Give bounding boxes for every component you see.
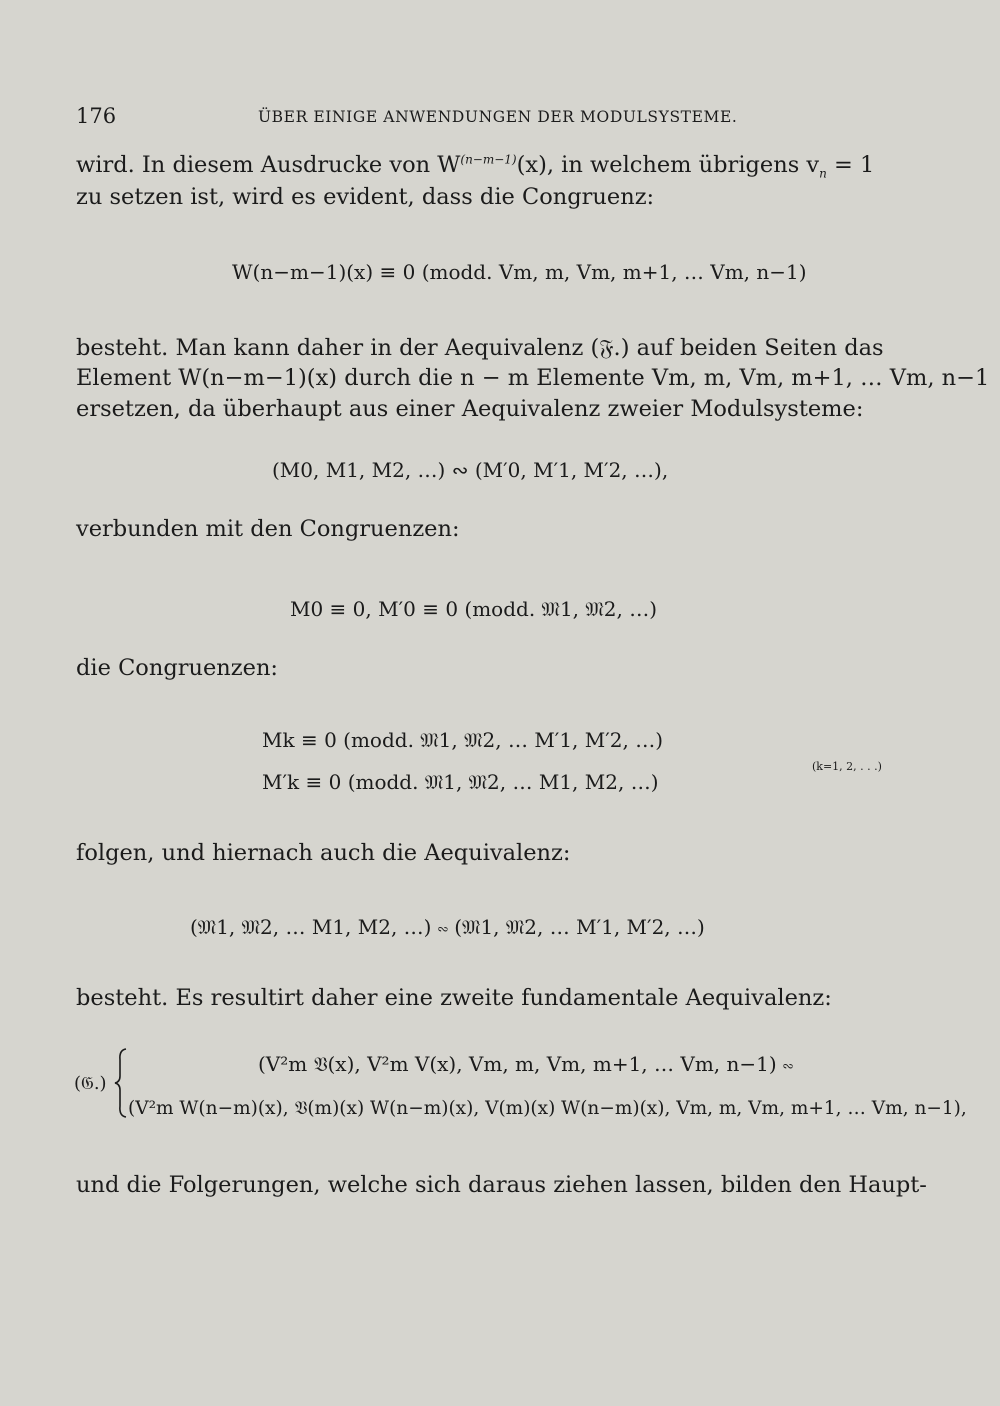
text-line-1c: = 1	[834, 152, 875, 178]
text-line-1a: wird. In diesem Ausdrucke von W	[76, 152, 461, 178]
equation-label-G: (𝔊.)	[74, 1073, 107, 1094]
text-line-5: ersetzen, da überhaupt aus einer Aequivalenz zweier Modulsysteme:	[76, 396, 864, 422]
text-line-4: Element W(n−m−1)(x) durch die n − m Elemente Vm, m, Vm, m+1, … Vm, n−1	[76, 365, 990, 391]
text-line-10: und die Folgerungen, welche sich daraus ziehen lassen, bilden den Haupt-	[76, 1172, 927, 1198]
equation-congruence-1: W(n−m−1)(x) ≡ 0 (modd. Vm, m, Vm, m+1, … Vm, n−1)	[232, 260, 807, 284]
page-number: 176	[76, 104, 117, 128]
text-line-1: wird. In diesem Ausdrucke von $W^{(n-m-1)}(x)$, in welchem übrigens $v_n = 1$	[76, 152, 875, 181]
text-line-7: die Congruenzen:	[76, 655, 279, 681]
equation-index-note: (k=1, 2, . . .)	[812, 760, 882, 773]
text-line-9: besteht. Es resultirt daher eine zweite fundamentale Aequivalenz:	[76, 985, 832, 1011]
text-line-3: besteht. Man kann daher in der Aequivalenz (𝔉.) auf beiden Seiten das	[76, 335, 884, 361]
equation-G-line-1: (V²m 𝔙(x), V²m V(x), Vm, m, Vm, m+1, … Vm, n−1) ∾	[258, 1052, 794, 1076]
text-line-6: verbunden mit den Congruenzen:	[76, 516, 460, 542]
equation-congruence-2: M0 ≡ 0, M′0 ≡ 0 (modd. 𝔐1, 𝔐2, …)	[290, 597, 658, 621]
text-line-2: zu setzen ist, wird es evident, dass die Congruenz:	[76, 184, 655, 210]
running-header: ÜBER EINIGE ANWENDUNGEN DER MODULSYSTEME.	[258, 108, 738, 126]
text-line-1b: (x), in welchem übrigens v	[516, 152, 820, 178]
text-line-8: folgen, und hiernach auch die Aequivalenz:	[76, 840, 571, 866]
equation-equivalence-1: (M0, M1, M2, …) ∾ (M′0, M′1, M′2, …),	[272, 458, 669, 482]
equation-G-line-2: (V²m W(n−m)(x), 𝔙(m)(x) W(n−m)(x), V(m)(x) W(n−m)(x), Vm, m, Vm, m+1, … Vm, n−1),	[128, 1098, 967, 1119]
equation-congruence-3a: Mk ≡ 0 (modd. 𝔐1, 𝔐2, … M′1, M′2, …)	[262, 728, 664, 752]
equation-equivalence-2: (𝔐1, 𝔐2, … M1, M2, …) ∾ (𝔐1, 𝔐2, … M′1, M′2, …)	[190, 915, 705, 939]
equation-congruence-3b: M′k ≡ 0 (modd. 𝔐1, 𝔐2, … M1, M2, …)	[262, 770, 659, 794]
curly-brace-icon	[114, 1048, 128, 1118]
